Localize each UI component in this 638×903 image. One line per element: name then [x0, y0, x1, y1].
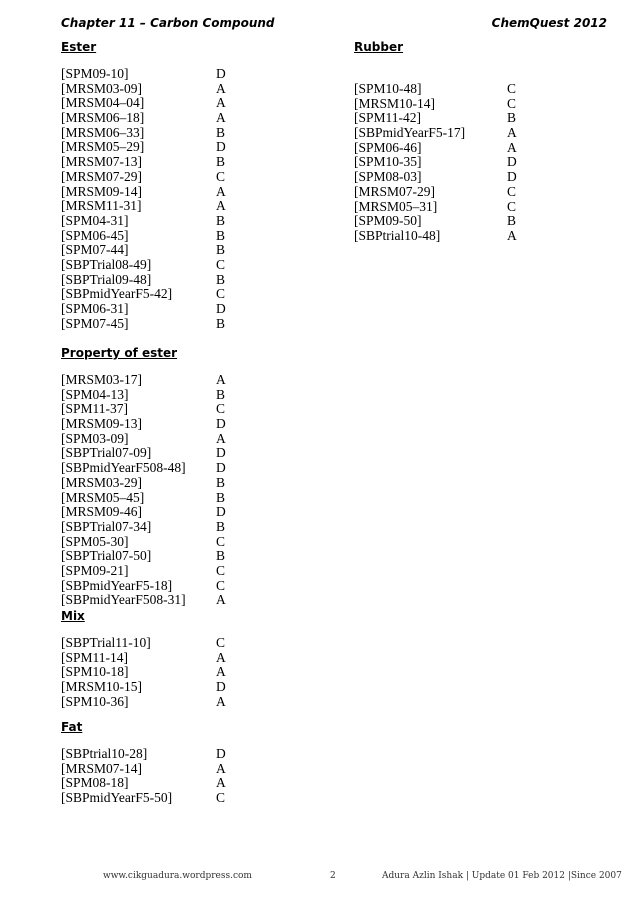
question-code: [MRSM11-31]: [61, 198, 142, 214]
answer-letter: B: [216, 548, 226, 564]
answer-row: [61, 762, 226, 777]
question-code: [MRSM07-29]: [354, 183, 436, 199]
question-code: [SBPTrial08-49]: [61, 256, 152, 272]
answer-letter: A: [216, 80, 226, 96]
answer-letter: C: [507, 81, 517, 96]
answer-letter: A: [216, 95, 226, 111]
question-code: [MRSM09-14]: [61, 183, 143, 199]
question-code: [SPM11-42]: [354, 110, 422, 126]
question-code: [MRSM06–33]: [61, 124, 145, 140]
question-code: [SBPmidYearF5-17]: [354, 125, 466, 141]
answer-letter: D: [507, 154, 517, 170]
answer-row: [61, 126, 226, 141]
question-code: [MRSM03-17]: [61, 372, 143, 387]
answer-row: [61, 651, 226, 666]
question-code: [SPM04-13]: [61, 386, 129, 402]
answer-row: [61, 317, 226, 332]
answer-letter: A: [216, 760, 226, 776]
answer-row: [61, 373, 226, 388]
answer-row: [61, 520, 226, 535]
question-code: [MRSM10-15]: [61, 679, 143, 695]
question-code: [MRSM03-09]: [61, 80, 143, 96]
answer-row: [61, 665, 226, 680]
answer-row: [61, 243, 226, 258]
answer-row: [61, 505, 226, 520]
answer-letter: B: [216, 474, 226, 490]
book-title: ChemQuest 2012: [491, 16, 607, 30]
answer-letter: A: [216, 198, 226, 214]
answer-letter: A: [216, 664, 226, 680]
answer-letter: C: [216, 286, 226, 302]
answer-row: [61, 185, 226, 200]
question-code: [SPM10-36]: [61, 693, 129, 709]
answer-letter: A: [507, 139, 517, 155]
property-answer-list: [61, 373, 226, 608]
footer-credit: Adura Azlin Ishak | Update 01 Feb 2012 |Since 2007: [382, 871, 622, 881]
question-code: [SPM06-46]: [354, 139, 422, 155]
question-code: [SPM08-03]: [354, 169, 422, 185]
chapter-title: Chapter 11 – Carbon Compound: [61, 16, 275, 30]
question-code: [SPM08-18]: [61, 775, 129, 791]
question-code: [SPM10-35]: [354, 154, 422, 170]
answer-row: [61, 579, 226, 594]
answer-letter: C: [216, 790, 226, 806]
answer-row: [61, 96, 226, 111]
footer-website: www.cikguadura.wordpress.com: [103, 871, 252, 881]
answer-row: [61, 636, 226, 651]
question-code: [SPM10-48]: [354, 81, 422, 96]
question-code: [MRSM05–45]: [61, 489, 145, 505]
answer-row: [61, 446, 226, 461]
question-code: [MRSM05–31]: [354, 198, 438, 214]
question-code: [MRSM05–29]: [61, 139, 145, 155]
answer-letter: B: [216, 386, 226, 402]
question-code: [SBPtrial10-48]: [354, 227, 441, 243]
question-code: [SPM07-45]: [61, 315, 129, 331]
answer-row: [61, 170, 226, 185]
answer-row: [354, 97, 517, 112]
answer-letter: C: [216, 635, 226, 650]
answer-row: [354, 200, 517, 215]
question-code: [SBPtrial10-28]: [61, 746, 148, 761]
answer-row: [61, 432, 226, 447]
answer-row: [61, 476, 226, 491]
answer-row: [61, 402, 226, 417]
answer-letter: D: [216, 679, 226, 695]
question-code: [SPM07-44]: [61, 242, 129, 258]
answer-row: [354, 111, 517, 126]
answer-letter: D: [216, 445, 226, 461]
question-code: [SPM06-31]: [61, 301, 129, 316]
answer-row: [354, 170, 517, 185]
answer-letter: A: [507, 227, 517, 243]
answer-row: [354, 155, 517, 170]
answer-row: [61, 67, 226, 82]
answer-letter: C: [216, 533, 226, 549]
question-code: [MRSM07-13]: [61, 154, 143, 170]
section-title-ester: Ester: [61, 40, 97, 54]
question-code: [SPM09-21]: [61, 562, 129, 578]
answer-letter: A: [216, 372, 226, 387]
answer-letter: A: [216, 693, 226, 709]
answer-row: [61, 199, 226, 214]
answer-row: [354, 185, 517, 200]
answer-row: [354, 126, 517, 141]
answer-row: [61, 82, 226, 97]
answer-letter: B: [216, 242, 226, 258]
question-code: [SBPmidYearF508-31]: [61, 592, 186, 608]
mix-answer-list: [61, 636, 226, 709]
question-code: [MRSM04–04]: [61, 95, 145, 111]
question-code: [SBPTrial07-50]: [61, 548, 152, 564]
answer-letter: B: [216, 124, 226, 140]
question-code: [SBPmidYearF5-18]: [61, 577, 173, 593]
answer-letter: D: [216, 66, 226, 81]
question-code: [SBPmidYearF508-48]: [61, 460, 186, 476]
answer-row: [61, 549, 226, 564]
answer-letter: C: [216, 577, 226, 593]
answer-row: [61, 593, 226, 608]
section-title-property-of-ester: Property of ester: [61, 346, 178, 360]
question-code: [SBPTrial07-34]: [61, 518, 152, 534]
answer-letter: A: [216, 183, 226, 199]
answer-letter: B: [216, 518, 226, 534]
answer-row: [61, 417, 226, 432]
question-code: [MRSM10-14]: [354, 95, 436, 111]
answer-letter: D: [216, 746, 226, 761]
answer-row: [61, 461, 226, 476]
answer-letter: C: [216, 168, 226, 184]
question-code: [SBPmidYearF5-42]: [61, 286, 173, 302]
section-title-fat: Fat: [61, 720, 83, 734]
answer-letter: B: [216, 154, 226, 170]
answer-row: [61, 273, 226, 288]
answer-row: [61, 388, 226, 403]
answer-row: [61, 111, 226, 126]
answer-row: [354, 141, 517, 156]
answer-row: [61, 776, 226, 791]
answer-row: [61, 695, 226, 710]
section-title-rubber: Rubber: [354, 40, 404, 54]
question-code: [SPM11-14]: [61, 649, 129, 665]
answer-letter: C: [216, 256, 226, 272]
question-code: [SBPmidYearF5-50]: [61, 790, 173, 806]
answer-row: [61, 140, 226, 155]
answer-letter: B: [216, 315, 226, 331]
question-code: [SPM04-31]: [61, 212, 129, 228]
question-code: [SPM11-37]: [61, 401, 129, 417]
question-code: [SPM06-45]: [61, 227, 129, 243]
answer-letter: C: [507, 198, 517, 214]
answer-row: [61, 258, 226, 273]
answer-letter: A: [216, 649, 226, 665]
answer-row: [61, 564, 226, 579]
question-code: [SPM03-09]: [61, 430, 129, 446]
answer-letter: A: [216, 430, 226, 446]
answer-row: [61, 535, 226, 550]
answer-letter: B: [216, 489, 226, 505]
question-code: [SPM10-18]: [61, 664, 129, 680]
question-code: [MRSM09-46]: [61, 504, 143, 520]
answer-row: [61, 302, 226, 317]
question-code: [MRSM09-13]: [61, 416, 143, 432]
question-code: [MRSM06–18]: [61, 110, 145, 126]
answer-letter: B: [216, 212, 226, 228]
fat-answer-list: [61, 747, 226, 806]
answer-row: [61, 791, 226, 806]
section-title-mix: Mix: [61, 609, 85, 623]
question-code: [SBPTrial09-48]: [61, 271, 152, 287]
answer-letter: D: [216, 139, 226, 155]
answer-letter: D: [216, 416, 226, 432]
question-code: [MRSM07-14]: [61, 760, 143, 776]
answer-row: [61, 155, 226, 170]
answer-letter: B: [216, 227, 226, 243]
ester-answer-list: [61, 67, 226, 331]
answer-letter: D: [216, 504, 226, 520]
question-code: [MRSM03-29]: [61, 474, 143, 490]
answer-row: [354, 229, 517, 244]
footer-page-number: 2: [330, 871, 336, 881]
answer-letter: D: [216, 460, 226, 476]
answer-row: [61, 747, 226, 762]
question-code: [SBPTrial11-10]: [61, 635, 151, 650]
answer-letter: A: [216, 592, 226, 608]
answer-letter: A: [216, 110, 226, 126]
answer-row: [61, 680, 226, 695]
answer-letter: C: [507, 183, 517, 199]
answer-letter: C: [216, 562, 226, 578]
answer-letter: A: [216, 775, 226, 791]
answer-letter: D: [507, 169, 517, 185]
answer-letter: D: [216, 301, 226, 316]
answer-letter: A: [507, 125, 517, 141]
answer-letter: C: [216, 401, 226, 417]
answer-row: [61, 229, 226, 244]
question-code: [SPM09-10]: [61, 66, 129, 81]
answer-letter: B: [216, 271, 226, 287]
answer-row: [354, 214, 517, 229]
question-code: [SPM09-50]: [354, 213, 422, 229]
answer-row: [61, 287, 226, 302]
answer-letter: B: [507, 110, 517, 126]
answer-letter: C: [507, 95, 517, 111]
answer-row: [61, 491, 226, 506]
answer-letter: B: [507, 213, 517, 229]
question-code: [MRSM07-29]: [61, 168, 143, 184]
question-code: [SBPTrial07-09]: [61, 445, 152, 461]
question-code: [SPM05-30]: [61, 533, 129, 549]
rubber-answer-list: [354, 82, 517, 244]
answer-row: [61, 214, 226, 229]
answer-row: [354, 82, 517, 97]
